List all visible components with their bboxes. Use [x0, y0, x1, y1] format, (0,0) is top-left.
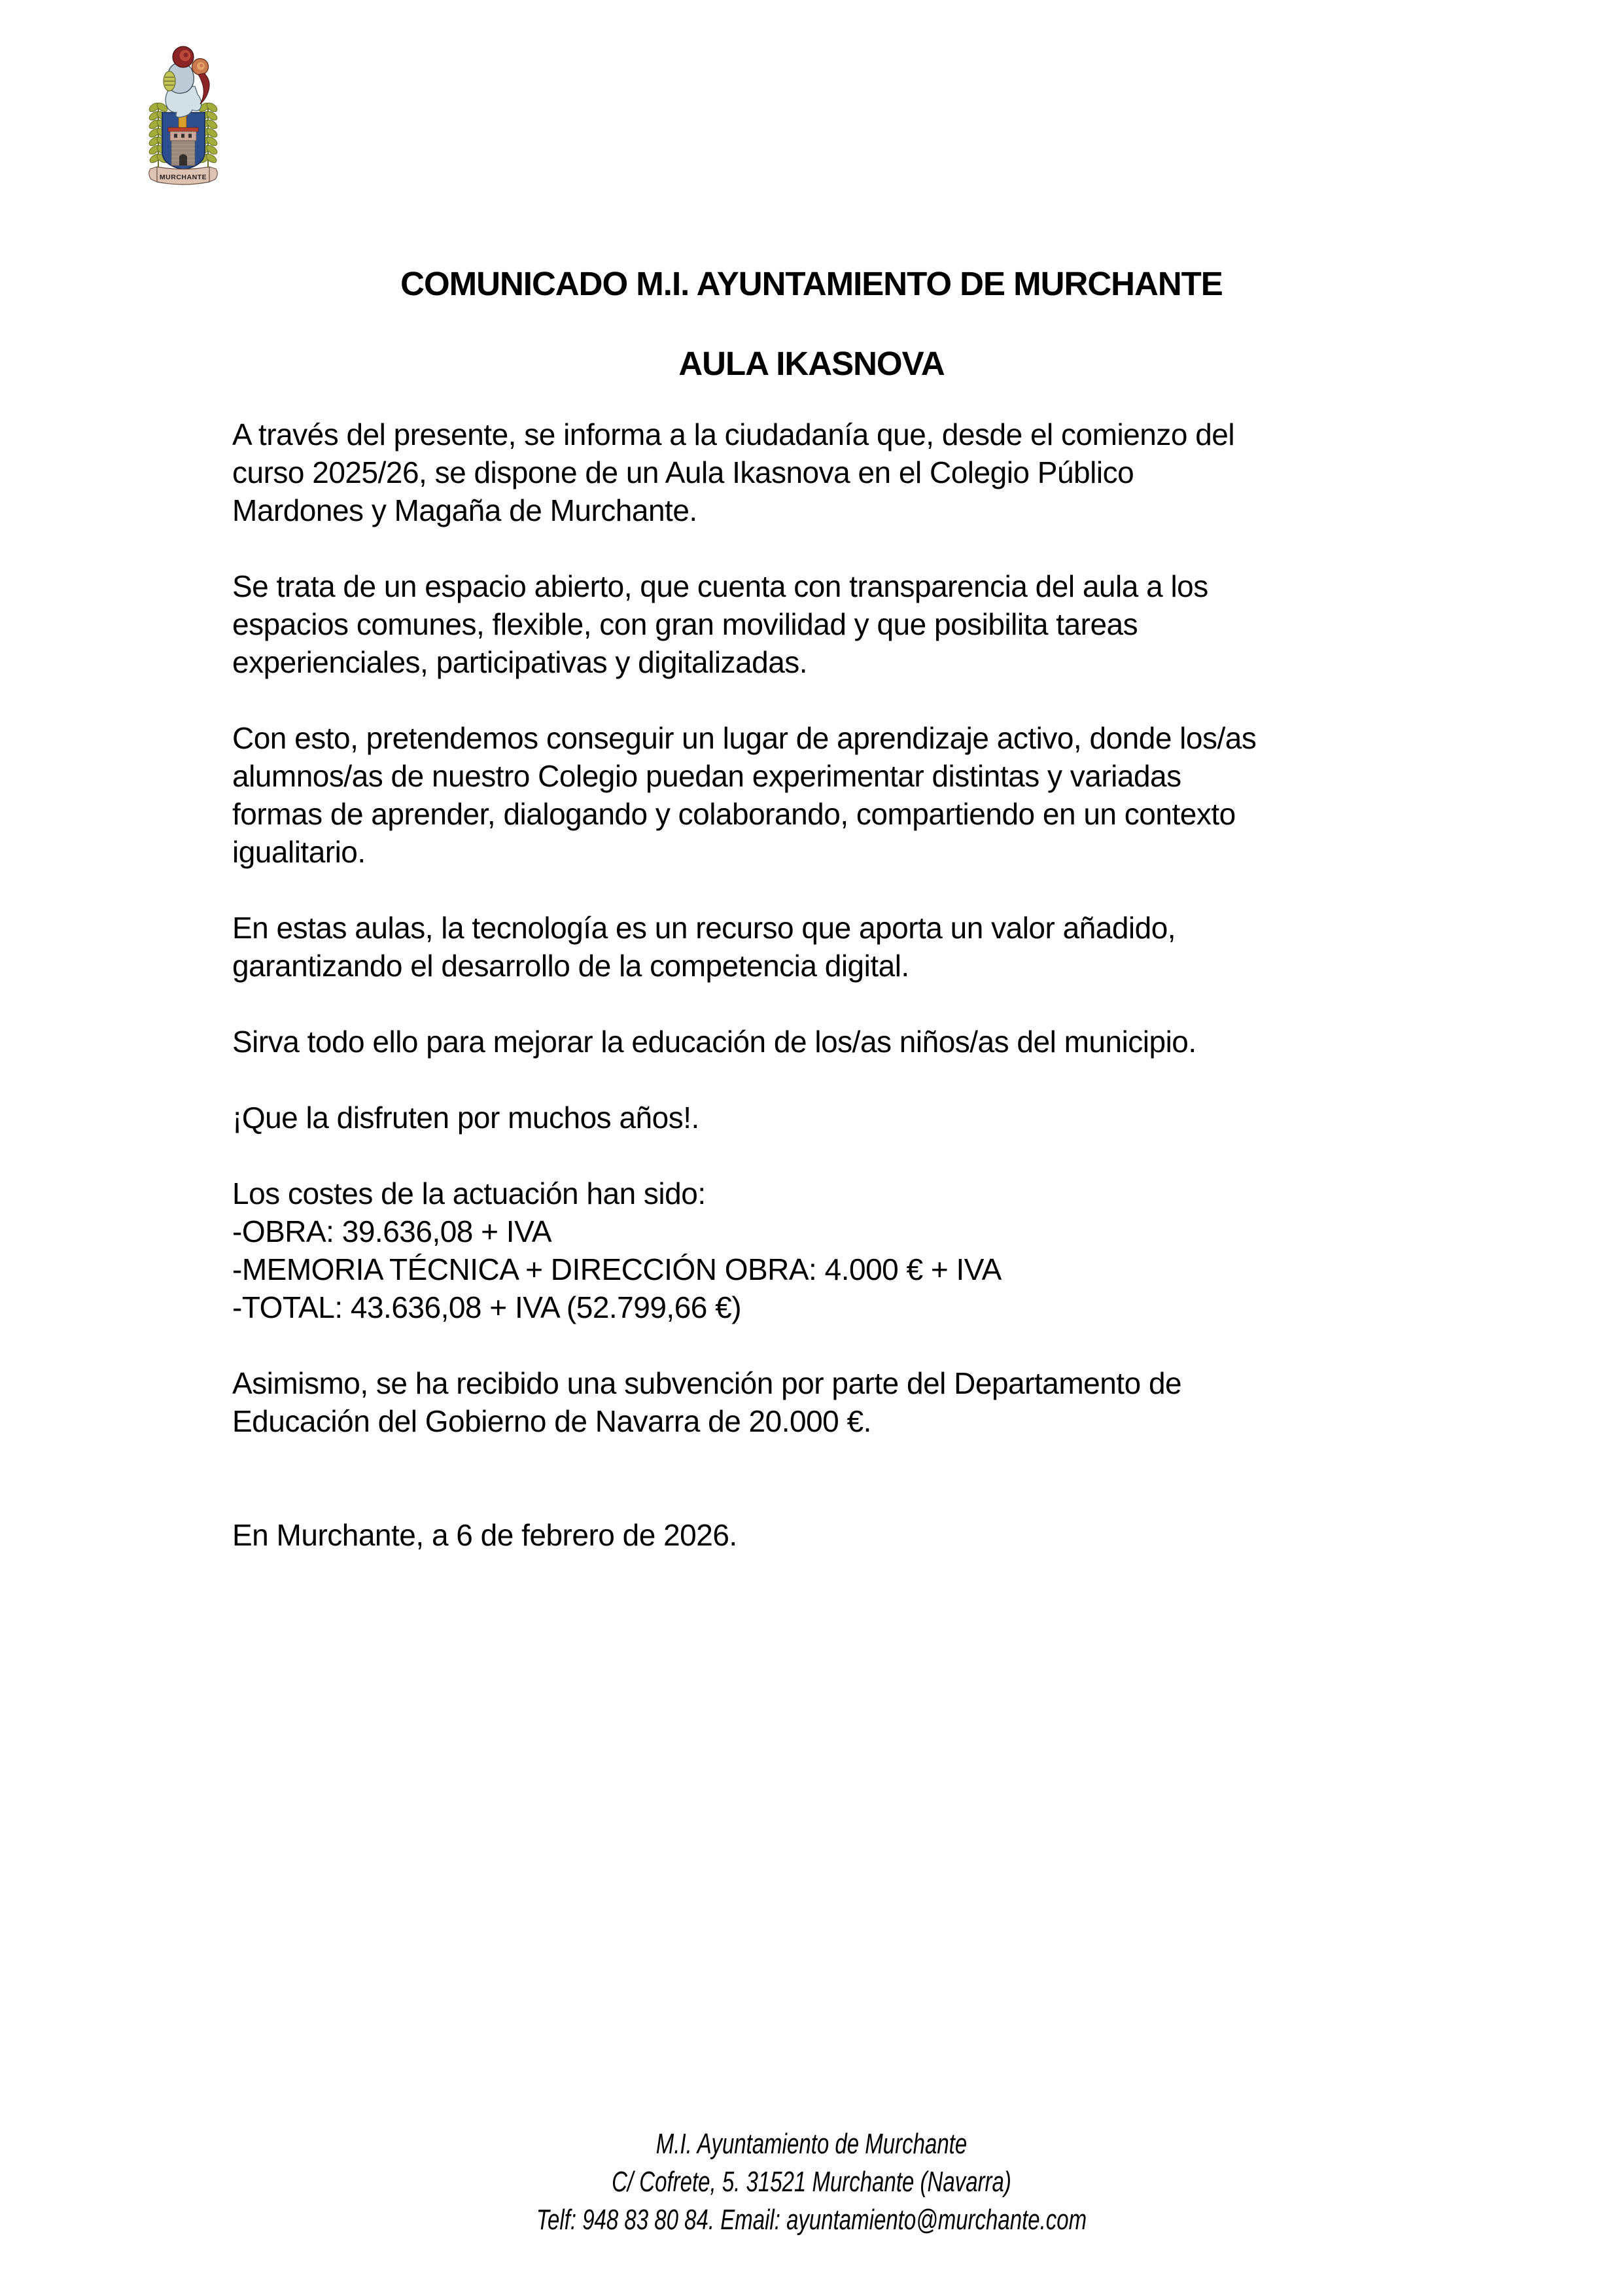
- paragraph: [232, 1174, 1256, 1326]
- text-line: -MEMORIA TÉCNICA + DIRECCIÓN OBRA: 4.000 € + IVA: [232, 1252, 1002, 1286]
- text-line: Educación del Gobierno de Navarra de 20.000 €.: [232, 1404, 871, 1438]
- text-line: A través del presente, se informa a la ciudadanía que, desde el comienzo del: [232, 417, 1235, 451]
- text-line: Mardones y Magaña de Murchante.: [232, 493, 697, 527]
- paragraph: [232, 415, 1256, 529]
- text-line: alumnos/as de nuestro Colegio puedan experimentar distintas y variadas: [232, 759, 1181, 793]
- footer-line: M.I. Ayuntamiento de Murchante: [655, 2128, 968, 2160]
- text-line: curso 2025/26, se dispone de un Aula Ikasnova en el Colegio Público: [232, 455, 1134, 489]
- text-line: igualitario.: [232, 835, 366, 869]
- crest-banner: [149, 167, 218, 185]
- paragraph: [232, 1364, 1256, 1440]
- text-line: Con esto, pretendemos conseguir un lugar de aprendizaje activo, donde los/as: [232, 721, 1257, 755]
- document-title: COMUNICADO M.I. AYUNTAMIENTO DE MURCHANTE: [400, 265, 1223, 302]
- murchante-coat-of-arms: [137, 39, 229, 196]
- text-line: En Murchante, a 6 de febrero de 2026.: [232, 1518, 737, 1552]
- footer-line: Telf: 948 83 80 84. Email: ayuntamiento@murchante.com: [536, 2204, 1087, 2236]
- body-text: [232, 415, 1256, 1554]
- footer: [0, 2125, 1623, 2239]
- text-line: Se trata de un espacio abierto, que cuenta con transparencia del aula a los: [232, 569, 1208, 603]
- text-line: experienciales, participativas y digitalizadas.: [232, 645, 808, 679]
- text-line: formas de aprender, dialogando y colaborando, compartiendo en un contexto: [232, 797, 1236, 831]
- text-line: Sirva todo ello para mejorar la educación de los/as niños/as del municipio.: [232, 1025, 1196, 1059]
- paragraph: [232, 909, 1256, 985]
- crest-banner-text: MURCHANTE: [159, 173, 207, 181]
- text-line: Asimismo, se ha recibido una subvención por parte del Departamento de: [232, 1366, 1182, 1400]
- paragraph: [232, 1516, 1256, 1554]
- document-subtitle: AULA IKASNOVA: [678, 345, 945, 382]
- text-line: Los costes de la actuación han sido:: [232, 1176, 706, 1210]
- text-line: garantizando el desarrollo de la competencia digital.: [232, 949, 909, 983]
- paragraph: [232, 719, 1256, 871]
- text-line: -OBRA: 39.636,08 + IVA: [232, 1214, 552, 1248]
- paragraph: [232, 1099, 1256, 1137]
- crest-helmet: [164, 63, 194, 94]
- crest-shield: [162, 113, 205, 169]
- paragraph: [232, 567, 1256, 681]
- footer-line: C/ Cofrete, 5. 31521 Murchante (Navarra): [612, 2166, 1011, 2198]
- text-line: espacios comunes, flexible, con gran movilidad y que posibilita tareas: [232, 607, 1138, 641]
- text-line: ¡Que la disfruten por muchos años!.: [232, 1101, 699, 1135]
- paragraph: [232, 1023, 1256, 1061]
- text-line: En estas aulas, la tecnología es un recurso que aporta un valor añadido,: [232, 911, 1176, 945]
- text-line: -TOTAL: 43.636,08 + IVA (52.799,66 €): [232, 1290, 742, 1324]
